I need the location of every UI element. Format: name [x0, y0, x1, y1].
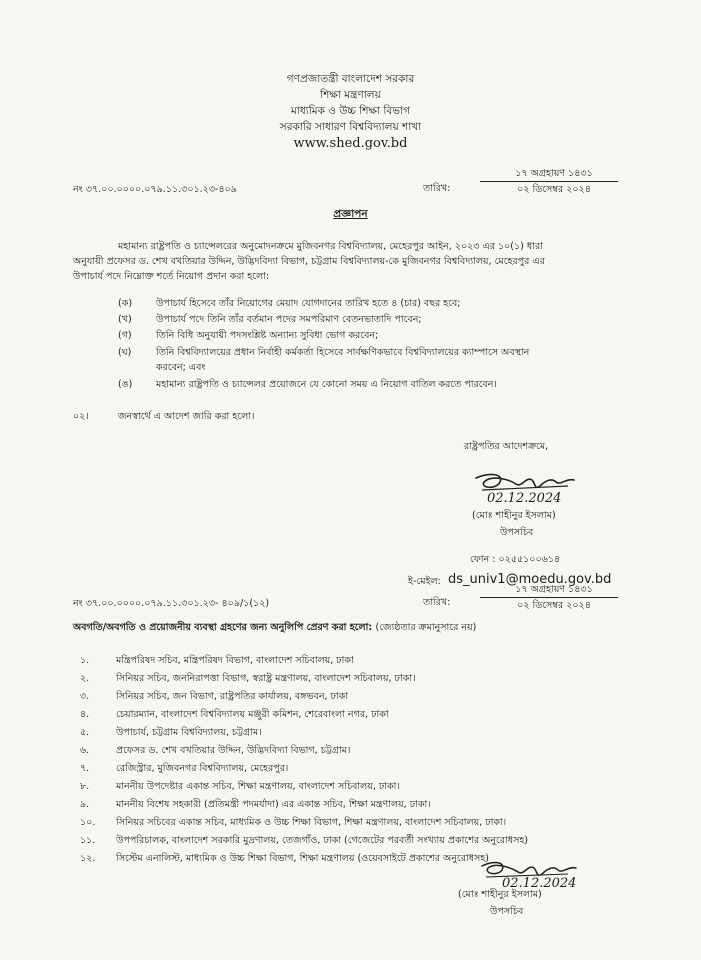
list-item-number: ১১. [80, 835, 96, 846]
list-item-number: ৪. [80, 709, 90, 720]
list-item: উপাচার্য, চট্টগ্রাম বিশ্ববিদ্যালয়, চট্টগ্রাম। [116, 727, 262, 738]
date-english: ০২ ডিসেম্বর ২০২৪ [517, 184, 591, 195]
signer-designation: উপসচিব [490, 906, 524, 917]
condition-text: উপাচার্য হিসেবে তাঁর নিয়োগের মেয়াদ যোগদানের তারিখ হতে ৪ (চার) বছর হবে; [156, 298, 461, 309]
condition-label: (খ) [118, 314, 132, 325]
date-label: তারিখ: [423, 597, 451, 608]
paragraph-number: ০২। [73, 411, 89, 422]
list-item: চেয়ারম্যান, বাংলাদেশ বিশ্ববিদ্যালয় মঞ্জুরী কমিশন, শেরেবাংলা নগর, ঢাকা [116, 709, 389, 720]
signer-name: (মোঃ শাহীনুর ইসলাম) [458, 889, 542, 900]
list-item: সিস্টেম এনালিস্ট, মাধ্যমিক ও উচ্চ শিক্ষা বিভাগ, শিক্ষা মন্ত্রণালয় (ওয়েবসাইটে প্রকাশের অনুরোধসহ) [116, 853, 490, 864]
date-divider [480, 181, 618, 182]
body-paragraph-line2: অনুযায়ী প্রফেসর ড. শেখ বখতিয়ার উদ্দিন, উদ্ভিদবিদ্যা বিভাগ, চট্টগ্রাম বিশ্ববিদ্যালয়-কে মুজিবনগর বিশ্ববিদ্যালয়, মেহেরপুর এর [73, 256, 545, 267]
phone-number: ফোন : ০২৫৫১০০৬১৪ [470, 554, 561, 565]
memo-number: নং ৩৭.০০.০০০০.০৭৯.১১.৩০১.২৩-৪০৯ [73, 184, 237, 195]
list-item-number: ৩. [80, 691, 90, 702]
notification-title: প্রজ্ঞাপন [333, 208, 368, 220]
distribution-heading-note: (জ্যেষ্ঠতার ক্রমানুসারে নয়) [375, 622, 477, 633]
list-item: উপপরিচালক, বাংলাদেশ সরকারি মুদ্রণালয়, তেজগাঁও, ঢাকা (গেজেটের পরবর্তী সংখ্যায় প্রকাশের অনুরোধসহ) [116, 835, 529, 846]
date-label: তারিখ: [423, 183, 451, 194]
body-paragraph-line3: উপাচার্য পদে নিম্নোক্ত শর্তে নিয়োগ প্রদান করা হলো: [73, 271, 270, 282]
header-division: মাধ্যমিক ও উচ্চ শিক্ষা বিভাগ [290, 105, 411, 117]
list-item: সিনিয়র সচিবের একান্ত সচিব, মাধ্যমিক ও উচ্চ শিক্ষা বিভাগ, শিক্ষা মন্ত্রণালয়, বাংলাদেশ সচিবালয়, ঢাকা। [116, 817, 507, 828]
condition-text: উপাচার্য পদে তিনি তাঁর বর্তমান পদের সমপরিমাণ বেতনভাতাদি পাবেন; [156, 314, 422, 325]
list-item: মাননীয় উপদেষ্টার একান্ত সচিব, শিক্ষা মন্ত্রণালয়, বাংলাদেশ সচিবালয়, ঢাকা। [116, 781, 400, 792]
list-item-number: ৬. [80, 745, 90, 756]
condition-text: তিনি বিশ্ববিদ্যালয়ের প্রধান নির্বাহী কর্মকর্তা হিসেবে সার্বক্ষণিকভাবে বিশ্ববিদ্যালয়ের ক্যাম্পাসে অবস্থান [156, 347, 530, 358]
list-item-number: ৯. [80, 799, 90, 810]
condition-label: (ঘ) [118, 347, 132, 358]
header-government: গণপ্রজাতন্ত্রী বাংলাদেশ সরকার [286, 73, 415, 85]
list-item: মাননীয় বিশেষ সহকারী (প্রতিমন্ত্রী পদমর্যাদা) এর একান্ত সচিব, শিক্ষা মন্ত্রণালয়, ঢাকা। [116, 799, 431, 810]
condition-text: মহামান্য রাষ্ট্রপতি ও চ্যান্সেলর প্রয়োজনে যে কোনো সময় এ নিয়োগ বাতিল করতে পারবেন। [156, 379, 497, 390]
body-paragraph-line1: মহামান্য রাষ্ট্রপতি ও চ্যান্সেলরের অনুমোদনক্রমে মুজিবনগর বিশ্ববিদ্যালয়, মেহেরপুর আইন, ২০২৩ এর ১০(১) ধারা [118, 241, 543, 252]
date-bangla: ১৭ অগ্রহায়ণ ১৪৩১ [515, 584, 593, 595]
list-item: প্রফেসর ড. শেখ বখতিয়ার উদ্দিন, উদ্ভিদবিদ্যা বিভাগ, চট্টগ্রাম। [116, 745, 351, 756]
signature-date: 02.12.2024 [487, 491, 562, 506]
list-item-number: ১২. [80, 853, 96, 864]
date-english: ০২ ডিসেম্বর ২০২৪ [517, 600, 591, 611]
signer-designation: উপসচিব [500, 527, 534, 538]
distribution-heading [73, 621, 476, 636]
list-item-number: ৮. [80, 781, 90, 792]
condition-text-continued: করবেন; এবং [156, 362, 206, 373]
header-website-link[interactable]: www.shed.gov.bd [293, 136, 408, 151]
list-item-number: ১. [80, 655, 90, 666]
date-divider [480, 597, 618, 598]
list-item-number: ৭. [80, 763, 90, 774]
memo-number: নং ৩৭.০০.০০০০.০৭৯.১১.৩০১.২৩- ৪০৯/১(১২) [73, 598, 270, 609]
condition-label: (ঙ) [118, 379, 133, 390]
list-item-number: ৫. [80, 727, 90, 738]
list-item: সিনিয়র সচিব, জননিরাপত্তা বিভাগ, স্বরাষ্ট্র মন্ত্রণালয়, বাংলাদেশ সচিবালয়, ঢাকা। [116, 673, 416, 684]
header-ministry: শিক্ষা মন্ত্রণালয় [320, 89, 381, 101]
list-item-number: ২. [80, 673, 90, 684]
header-section: সরকারি সাধারণ বিশ্ববিদ্যালয় শাখা [279, 121, 422, 133]
list-item: মন্ত্রিপরিষদ সচিব, মন্ত্রিপরিষদ বিভাগ, বাংলাদেশ সচিবালয়, ঢাকা [116, 655, 354, 666]
email-link[interactable]: ds_univ1@moedu.gov.bd [448, 572, 612, 587]
signer-name: (মোঃ শাহীনুর ইসলাম) [472, 510, 556, 521]
condition-label: (ক) [118, 298, 133, 309]
signature-date: 02.12.2024 [502, 876, 577, 891]
order-line: রাষ্ট্রপতির আদেশক্রমে, [464, 441, 549, 452]
condition-text: তিনি বিধি অনুযায়ী পদসংশ্লিষ্ট অন্যান্য সুবিধা ভোগ করবেন; [156, 330, 379, 341]
paragraph-text: জনস্বার্থে এ আদেশ জারি করা হলো। [118, 411, 255, 422]
list-item: সিনিয়র সচিব, জন বিভাগ, রাষ্ট্রপতির কার্যালয়, বঙ্গভবন, ঢাকা [116, 691, 349, 702]
distribution-heading-text: অবগতি/অবগতি ও প্রয়োজনীয় ব্যবস্থা গ্রহণের জন্য অনুলিপি প্রেরণ করা হলো: [73, 622, 373, 633]
list-item: রেজিস্ট্রার, মুজিবনগর বিশ্ববিদ্যালয়, মেহেরপুর। [116, 763, 289, 774]
email-label: ই-মেইল: [408, 576, 441, 587]
date-bangla: ১৭ অগ্রহায়ণ ১৪৩১ [515, 168, 593, 179]
list-item-number: ১০. [80, 817, 96, 828]
condition-label: (গ) [118, 330, 132, 341]
